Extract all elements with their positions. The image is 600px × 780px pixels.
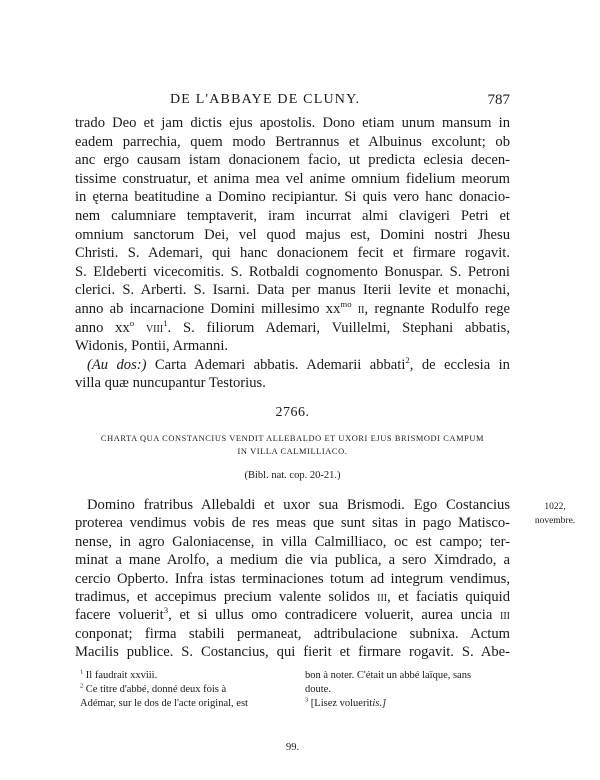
text-line: trado Deo et jam dictis ejus apostolis. Dono etiam unum mansum in [75,115,510,131]
text-line: omnium sanctorum Dei, vel quod majus est, Domini nostri Jhesu [75,226,510,243]
footnote-mark: 3 [163,605,169,616]
text-line [75,300,510,319]
footnote [305,697,510,711]
text-line: eadem parrechia, quem modo Bertrannus et Albuinus excolunt; ob [75,133,510,150]
ordinal-superscript: mo [340,299,352,310]
charter-title-line: IN VILLA CALMILLIACO. [237,447,348,456]
text-line: villa quæ nuncupantur Testorius. [75,375,266,392]
footnotes-right-column [305,669,510,711]
au-dos-label: (Au dos:) [87,356,147,373]
margin-date-month: novembre. [534,516,576,526]
text-line [75,319,510,338]
text-line: Widonis, Pontii, Armanni. [75,338,229,355]
running-head [75,92,510,112]
footnote-mark: 2 [80,682,84,690]
text-line: in ęterna beatitudine a Domino recipiantur. Si quis vero hanc donacio- [75,189,510,206]
text-segment: anno xx [75,319,130,336]
text-line: clerici. S. Arberti. S. Isarni. Data per manus Iterii levite et monachi, [75,282,510,299]
charter-continuation-text [75,114,510,393]
text-line: tissime construatur, et anima mea vel anime omnium fidelium meorum [75,170,510,187]
text-line [75,588,510,606]
text-segment: tradimus, et accepimus precium valente solidos [75,589,370,606]
charter-title-line: CHARTA QUA CONSTANCIUS VENDIT ALLEBALDO ET UXORI EJUS BRISMODI CAMPUM [100,434,485,443]
charter-source: (Bibl. nat. cop. 20-21.) [244,470,341,481]
footnote-text-suffix: is.] [372,698,387,709]
text-segment: . S. filiorum Ademari, Vuillelmi, Stephani abbatis, [167,319,510,336]
text-line: Domino fratribus Allebaldi et uxor sua Brismodi. Ego Costancius [87,497,510,513]
footnote [80,683,285,697]
text-line: Christi. S. Ademari, qui hanc donacionem fecit et firmare rogavit. [75,245,510,262]
page-number: 787 [487,92,510,108]
running-head-title: DE L'ABBAYE DE CLUNY. [170,92,361,107]
footnote-mark: 1 [80,668,84,676]
roman-numeral: iii [500,607,510,624]
text-line: anc ergo causam istam donacionem facio, ut predicta eclesia decen- [75,152,510,169]
text-line: conponat; firma stabili permaneat, adtribulacione subnixa. Actum [75,625,510,642]
text-line: cercio Opberto. Infra istas terminaciones totum ad integrum vendimus, [75,570,510,587]
charter-number: 2766. [275,405,310,420]
footnotes-left-column [80,669,285,711]
charter-title [75,432,510,458]
footnote [305,669,510,683]
roman-numeral: iii [377,589,388,606]
margin-date-year: 1022, [544,502,566,512]
text-line: nense, in agro Galoniacense, in villa Calmilliaco, oc est campo; ter- [75,533,510,550]
text-segment: , de ecclesia in [409,356,510,373]
footnote-text: bon à noter. C'était un abbé laïque, sans [305,670,472,681]
footnote-text: [Lisez voluerit [310,698,373,709]
text-segment: Carta Ademari abbatis. Ademarii abbati [154,356,406,373]
text-line: nem calumniare temptaverit, iram incurrat almi clavigeri Petri et [75,207,510,224]
footnote-text: Ce titre d'abbé, donné deux fois à [85,684,227,695]
text-segment: anno ab incarnacione Domini millesimo xx [75,300,341,317]
signature-mark: 99. [285,742,300,753]
footnote-text: Adémar, sur le dos de l'acte original, est [80,698,248,709]
footnote [305,683,510,697]
charter-text [75,496,510,662]
text-line: Macilis publice. S. Costancius, qui fierit et firmare rogavit. S. Abe- [75,644,510,661]
footnote-text: doute. [305,684,331,695]
roman-numeral: ii [357,300,365,317]
roman-numeral: viii [145,319,164,336]
text-line [75,356,510,375]
text-segment: , et faciatis quiquid [387,589,510,606]
text-line: proterea vendimus vobis de res meas que sunt sitas in pago Matisco- [75,515,510,532]
footnote-mark: 3 [305,696,309,704]
text-segment: , regnante Rodulfo rege [364,300,510,317]
text-line: S. Eldeberti vicecomitis. S. Rotbaldi cognomento Bonuspar. S. Petroni [75,263,510,280]
text-line [75,606,510,624]
footnote-text: Il faudrait xxviii. [85,670,158,681]
ordinal-superscript: o [129,317,135,328]
text-line: minat a mane Arolfo, a medium die via publica, a sero Ximdrado, a [75,552,510,569]
margin-date [520,500,590,528]
footnote [80,697,285,711]
footnote-mark: 2 [405,354,410,365]
footnote [80,669,285,683]
text-segment: , et si ullus omo contradicere voluerit, aurea uncia [168,607,493,624]
footnote-mark: 1 [163,317,168,328]
text-segment: facere voluerit [75,607,164,624]
